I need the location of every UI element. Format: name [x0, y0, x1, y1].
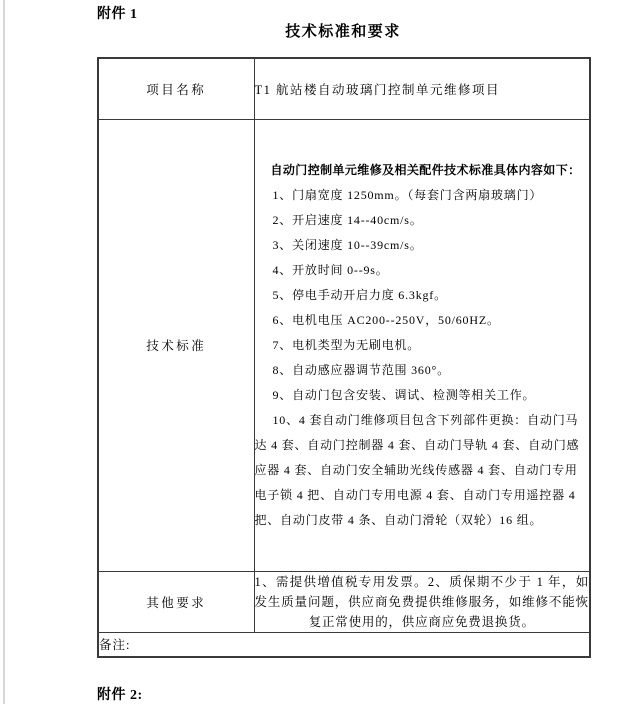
tech-standard-content [254, 119, 590, 571]
table-row-tech-standard [98, 119, 590, 571]
spec-table [97, 57, 591, 658]
table-row-other-requirements [98, 571, 590, 632]
tech-standard-item: 7、电机类型为无刷电机。 [272, 337, 421, 352]
page-left-edge [3, 0, 5, 704]
attachment-1-label: 附件 1 [97, 7, 138, 22]
table-row-project [98, 58, 590, 119]
other-requirements-label: 其他要求 [98, 571, 254, 632]
other-requirements-text: 1、需提供增值税专用发票。2、质保期不少于 1 年，如发生质量问题，供应商免费提供维修服务，如维修不能恢复正常使用的，供应商应免费退换货。 [254, 571, 590, 632]
document-title: 技术标准和要求 [285, 24, 401, 40]
tech-standard-item: 9、自动门包含安装、调试、检测等相关工作。 [272, 387, 536, 402]
tech-standard-item: 10、4 套自动门维修项目包含下列部件更换：自动门马达 4 套、自动门控制器 4 套、自动门导轨 4 套、自动门感应器 4 套、自动门安全辅助光线传感器 4 套、自动门专用电子锁 4 把、自动门专用电源 4 套、自动门专用遥控器 4 把、自动门皮带 4 条、自动门滑轮（双轮）16 组。 [254, 412, 580, 527]
tech-standard-intro: 自动门控制单元维修及相关配件技术标准具体内容如下： [270, 162, 581, 177]
tech-standard-item: 3、关闭速度 10--39cm/s。 [272, 237, 423, 252]
tech-standard-item: 5、停电手动开启力度 6.3kgf。 [272, 287, 447, 302]
project-name-label: 项目名称 [98, 58, 254, 119]
tech-standard-item: 2、开启速度 14--40cm/s。 [272, 212, 423, 227]
remarks-label: 备注: [98, 632, 590, 657]
tech-standard-item: 8、自动感应器调节范围 360°。 [272, 362, 450, 377]
tech-standard-label: 技术标准 [98, 119, 254, 571]
project-name-value: T1 航站楼自动玻璃门控制单元维修项目 [254, 58, 590, 119]
table-row-remarks [98, 632, 590, 657]
tech-standard-item: 4、开放时间 0--9s。 [272, 262, 389, 277]
tech-standard-item: 6、电机电压 AC200--250V，50/60HZ。 [272, 312, 500, 327]
attachment-2-label: 附件 2: [97, 688, 143, 703]
tech-standard-item: 1、门扇宽度 1250mm。（每套门含两扇玻璃门） [272, 187, 543, 202]
